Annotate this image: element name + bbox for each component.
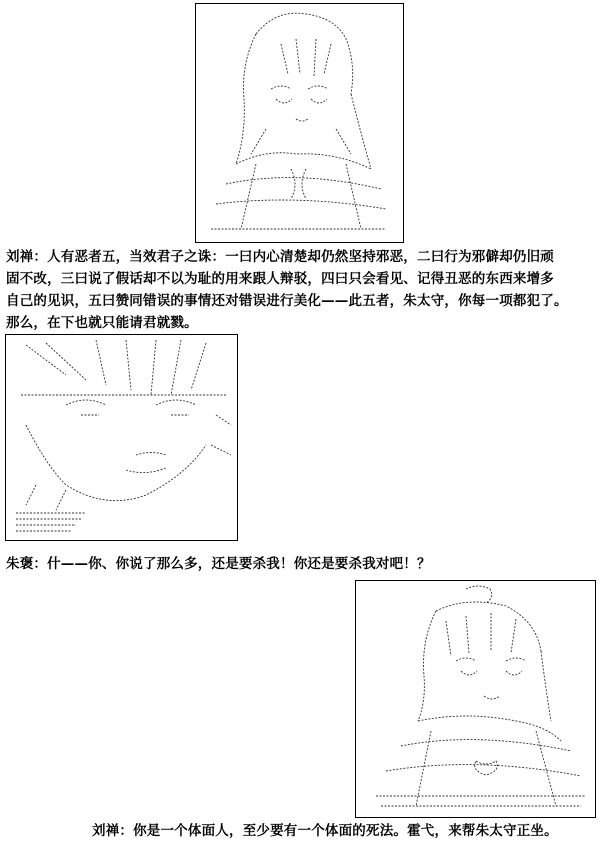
dialogue-zhu-bao: 朱褒：什——你、你说了那么多，还是要杀我！你还是要杀我对吧！？ [6, 556, 431, 572]
dialogue-liu-shan-2: 刘禅：你是一个体面人，至少要有一个体面的死法。霍弋，来帮朱太守正坐。 [92, 823, 558, 839]
ascii-art-character-image [196, 4, 403, 242]
dialogue-liu-shan-1: 刘禅：人有恶者五，当效君子之诛：一曰内心清楚却仍然坚持邪恶，二曰行为邪僻却仍旧顽 固不改，三曰说了假话却不以为耻的用来跟人辩驳，四曰只会看见、记得丑恶的东西来增多 自己的见识，五曰赞同错误的事情还对错误进行美化——此五者，朱太守，你每一项都犯了。 那么，在下也就只能请君就戮。 [6, 249, 568, 331]
ascii-art-character-image [6, 335, 237, 540]
panel-2 [5, 334, 238, 541]
panel-3 [355, 580, 596, 818]
ascii-art-character-image [356, 581, 595, 817]
panel-1 [195, 3, 404, 243]
